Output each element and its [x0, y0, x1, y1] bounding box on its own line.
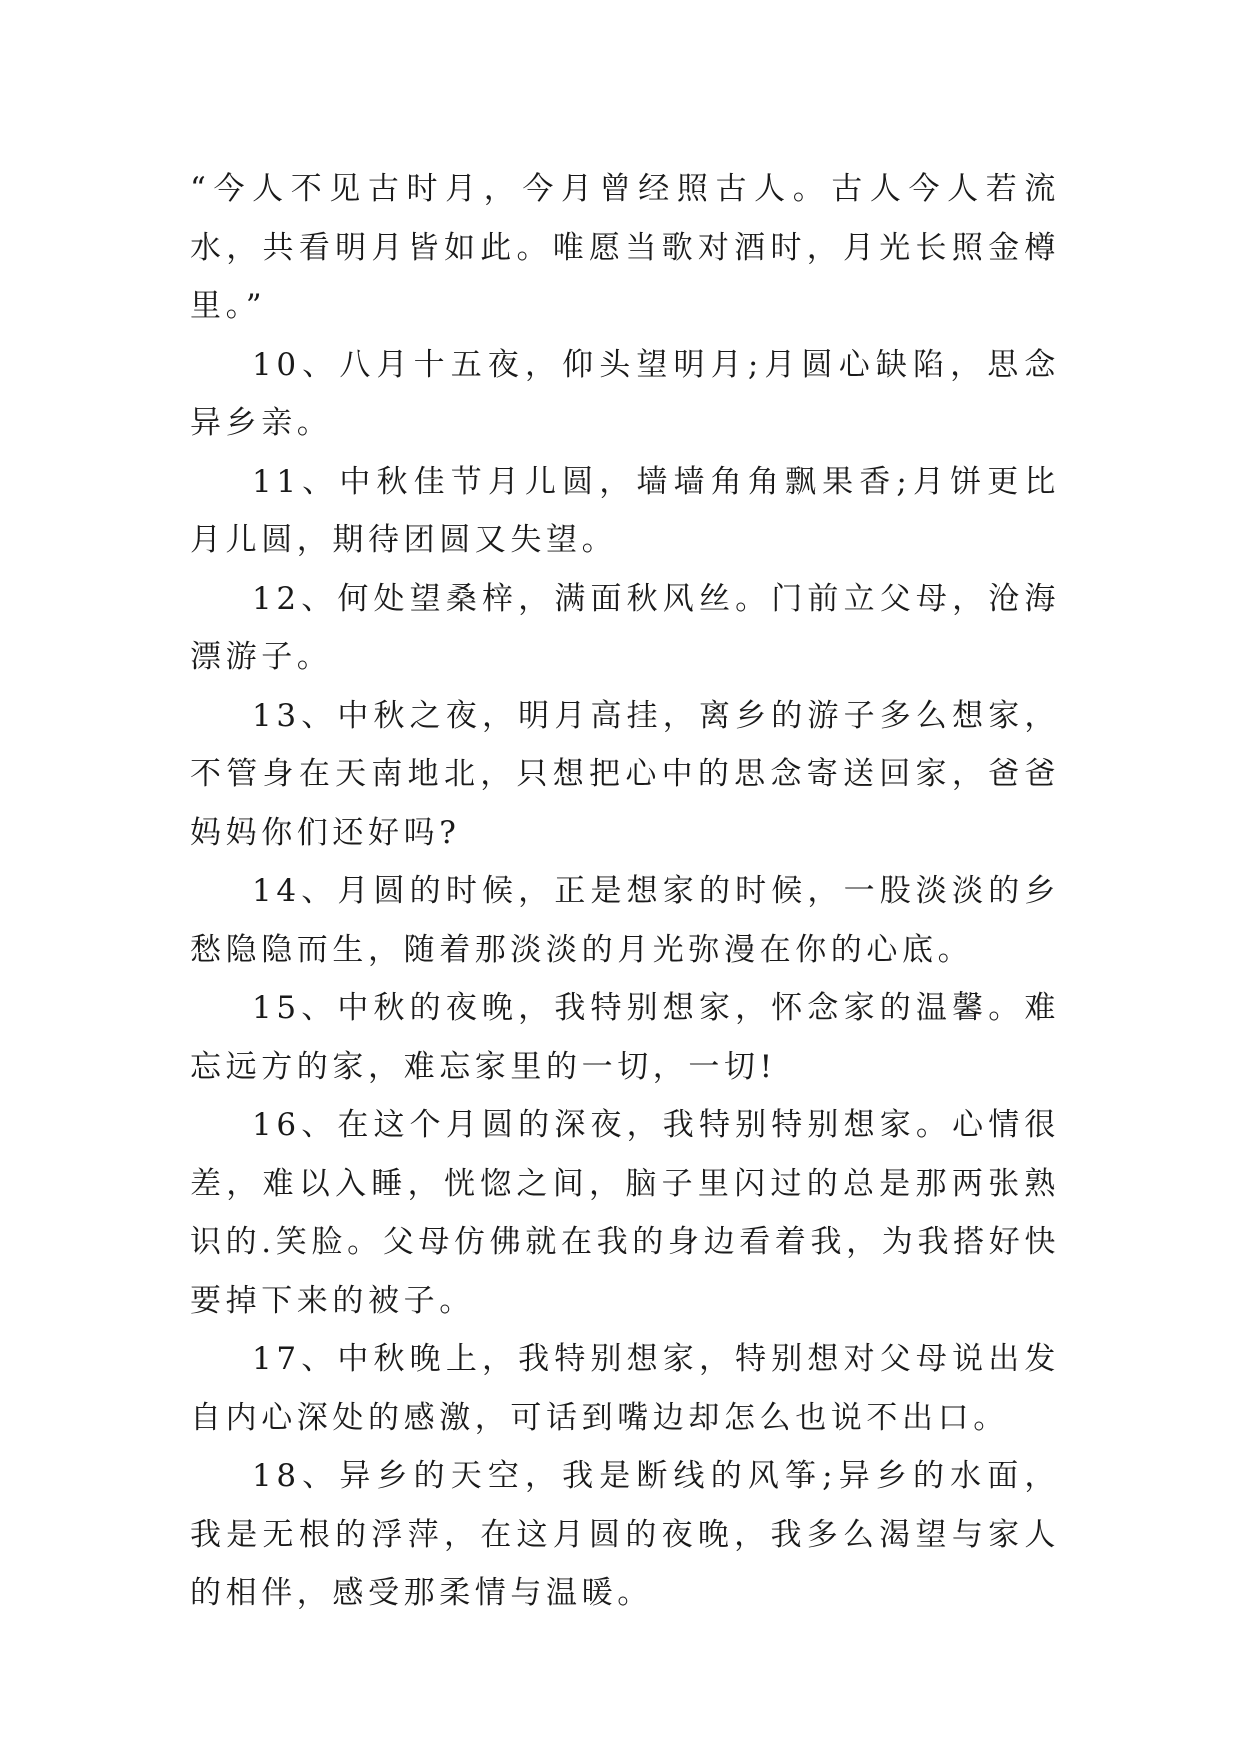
paragraph-item-11: 11、中秋佳节月儿圆，墙墙角角飘果香;月饼更比月儿圆，期待团圆又失望。 — [190, 463, 1060, 558]
paragraph-item-14: 14、月圆的时候，正是想家的时候，一股淡淡的乡愁隐隐而生，随着那淡淡的月光弥漫在你的心底。 — [190, 873, 1060, 968]
paragraph-item-18: 18、异乡的天空，我是断线的风筝;异乡的水面，我是无根的浮萍，在这月圆的夜晚，我多么渴望与家人的相伴，感受那柔情与温暖。 — [190, 1458, 1060, 1611]
paragraph-item-10: 10、八月十五夜，仰头望明月;月圆心缺陷，思念异乡亲。 — [190, 346, 1060, 441]
paragraph-quote: “今人不见古时月，今月曾经照古人。古人今人若流水，共看明月皆如此。唯愿当歌对酒时，月光长照金樽里。” — [190, 171, 1060, 324]
paragraph-item-17: 17、中秋晚上，我特别想家，特别想对父母说出发自内心深处的感激，可话到嘴边却怎么也说不出口。 — [190, 1341, 1060, 1436]
document-body — [190, 160, 1060, 1623]
paragraph-item-12: 12、何处望桑梓，满面秋风丝。门前立父母，沧海漂游子。 — [190, 580, 1060, 675]
paragraph-item-16: 16、在这个月圆的深夜，我特别特别想家。心情很差，难以入睡，恍惚之间，脑子里闪过的总是那两张熟识的.笑脸。父母仿佛就在我的身边看着我，为我搭好快要掉下来的被子。 — [190, 1107, 1060, 1319]
paragraph-item-13: 13、中秋之夜，明月高挂，离乡的游子多么想家，不管身在天南地北，只想把心中的思念寄送回家，爸爸妈妈你们还好吗? — [190, 697, 1060, 851]
paragraph-item-15: 15、中秋的夜晚，我特别想家，怀念家的温馨。难忘远方的家，难忘家里的一切，一切! — [190, 990, 1060, 1085]
